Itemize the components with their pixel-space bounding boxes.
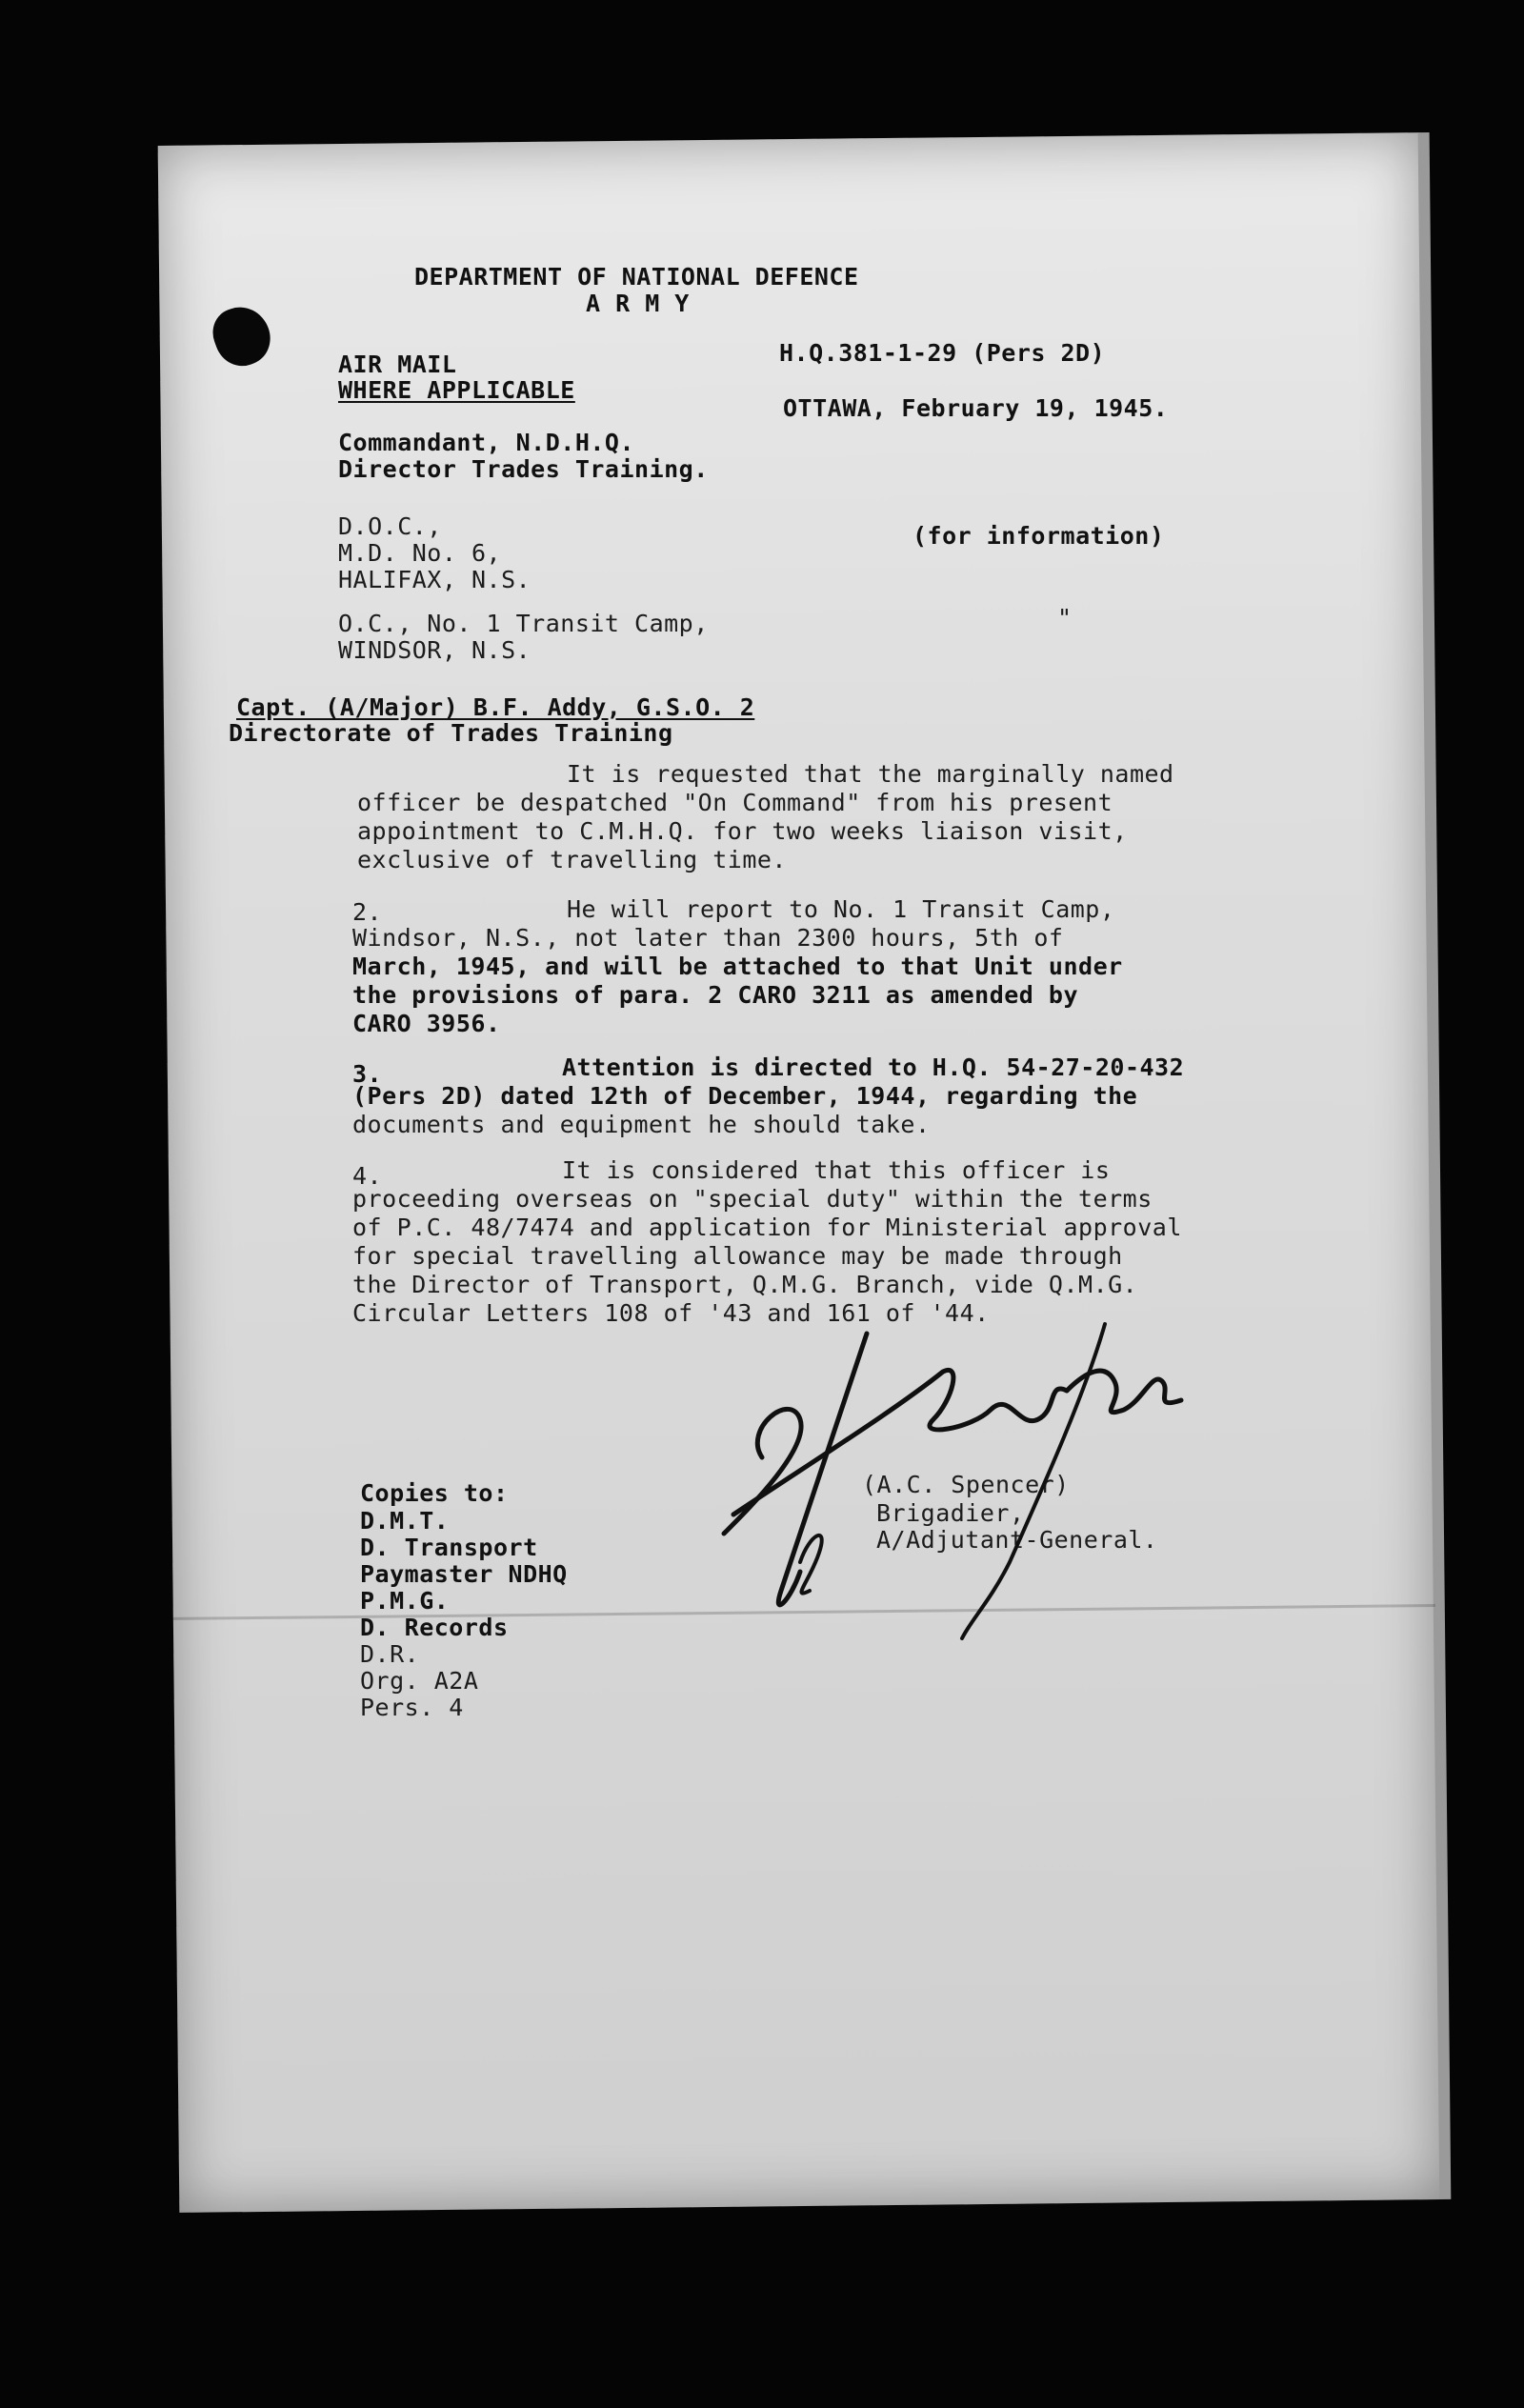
place-date: OTTAWA, February 19, 1945. xyxy=(783,394,1169,422)
addressee-2-line-3: HALIFAX, N.S. xyxy=(338,566,531,593)
para-2-line-3: March, 1945, and will be attached to that Unit under xyxy=(352,953,1123,980)
copies-heading: Copies to: xyxy=(360,1479,509,1507)
para-4-line-2: proceeding overseas on "special duty" within the terms xyxy=(352,1185,1153,1213)
para-3-line-2: (Pers 2D) dated 12th of December, 1944, regarding the xyxy=(352,1082,1138,1110)
para-4-number: 4. xyxy=(352,1162,383,1190)
file-reference: H.Q.381-1-29 (Pers 2D) xyxy=(779,339,1106,367)
para-4-line-1: It is considered that this officer is xyxy=(562,1156,1111,1184)
air-mail-label: AIR MAIL xyxy=(338,351,457,378)
para-2-line-1: He will report to No. 1 Transit Camp, xyxy=(567,895,1115,923)
para-2-line-5: CARO 3956. xyxy=(352,1010,501,1037)
handwritten-signature xyxy=(705,1314,1200,1657)
para-1-line-3: appointment to C.M.H.Q. for two weeks liaison visit, xyxy=(357,817,1128,845)
para-1-line-1: It is requested that the marginally named xyxy=(567,760,1174,788)
signatory-name: (A.C. Spencer) xyxy=(862,1471,1070,1498)
para-4-line-5: the Director of Transport, Q.M.G. Branch, vide Q.M.G. xyxy=(352,1271,1138,1298)
para-1-line-2: officer be despatched "On Command" from his present xyxy=(357,789,1113,816)
para-3-line-3: documents and equipment he should take. xyxy=(352,1111,931,1138)
para-2-line-4: the provisions of para. 2 CARO 3211 as amended by xyxy=(352,981,1079,1009)
copies-item: D. Transport xyxy=(360,1534,538,1561)
para-3-number: 3. xyxy=(352,1060,383,1088)
addressee-3-line-1: O.C., No. 1 Transit Camp, xyxy=(338,610,709,637)
copies-item: Org. A2A xyxy=(360,1667,479,1695)
subject-line-2: Directorate of Trades Training xyxy=(229,719,673,747)
signatory-title: A/Adjutant-General. xyxy=(876,1526,1158,1554)
copies-item: Pers. 4 xyxy=(360,1694,464,1721)
addressee-3-line-2: WINDSOR, N.S. xyxy=(338,636,531,664)
copies-item: D.M.T. xyxy=(360,1507,450,1535)
copies-item: D.R. xyxy=(360,1640,420,1668)
addressee-1-line-1: Commandant, N.D.H.Q. xyxy=(338,429,635,456)
copies-item: D. Records xyxy=(360,1614,509,1641)
ditto-mark: " xyxy=(1057,604,1073,632)
where-applicable-label: WHERE APPLICABLE xyxy=(338,376,575,404)
para-4-line-4: for special travelling allowance may be made through xyxy=(352,1242,1123,1270)
subject-line-1: Capt. (A/Major) B.F. Addy, G.S.O. 2 xyxy=(236,693,755,721)
para-3-line-1: Attention is directed to H.Q. 54-27-20-432 xyxy=(562,1054,1185,1081)
addressee-2-line-1: D.O.C., xyxy=(338,512,442,540)
para-4-line-6: Circular Letters 108 of '43 and 161 of '44. xyxy=(352,1299,990,1327)
copies-item: P.M.G. xyxy=(360,1587,450,1615)
addressee-2-line-2: M.D. No. 6, xyxy=(338,539,502,567)
page-edge xyxy=(1418,132,1452,2199)
signatory-rank: Brigadier, xyxy=(876,1499,1025,1527)
para-4-line-3: of P.C. 48/7474 and application for Ministerial approval xyxy=(352,1214,1182,1241)
para-2-number: 2. xyxy=(352,898,383,926)
para-1-line-4: exclusive of travelling time. xyxy=(357,846,787,873)
copies-item: Paymaster NDHQ xyxy=(360,1560,568,1588)
addressee-1-line-2: Director Trades Training. xyxy=(338,455,709,483)
para-2-line-2: Windsor, N.S., not later than 2300 hours, 5th of xyxy=(352,924,1064,952)
department-heading: DEPARTMENT OF NATIONAL DEFENCE xyxy=(414,263,859,291)
army-heading: A R M Y xyxy=(586,290,690,317)
for-information-note: (for information) xyxy=(912,522,1165,550)
